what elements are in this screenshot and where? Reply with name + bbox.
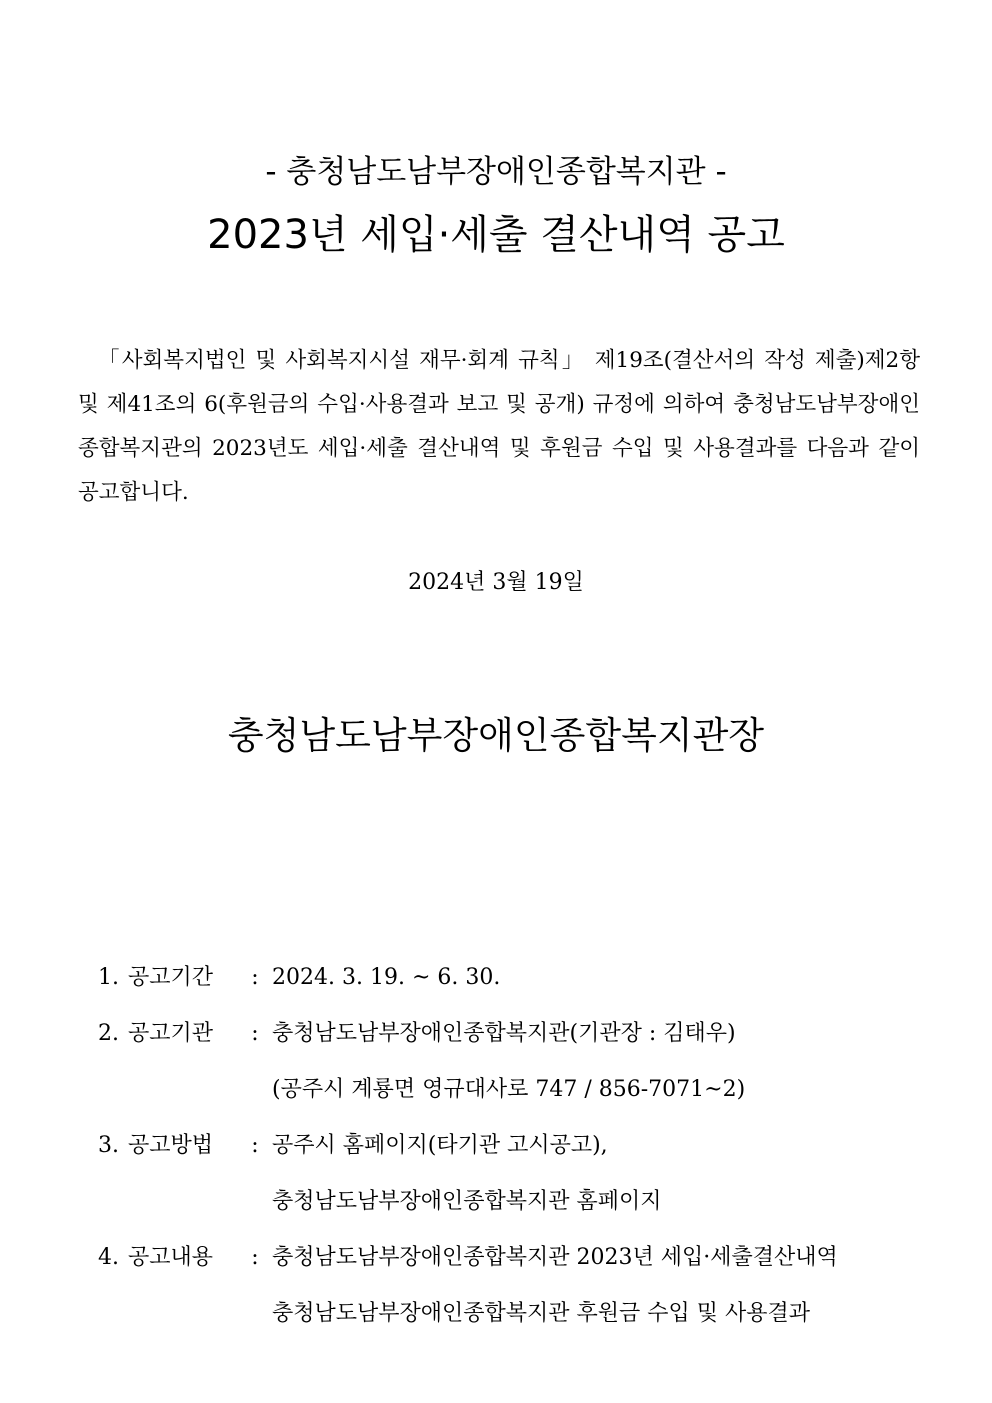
- item-label: 공고내용: [128, 1245, 214, 1270]
- detail-agency-address: [98, 1062, 958, 1118]
- detail-method: [98, 1118, 958, 1174]
- page-title: 2023년 세입·세출 결산내역 공고: [207, 212, 785, 258]
- item-colon: :: [251, 1245, 259, 1270]
- item-colon: :: [251, 965, 259, 990]
- signature-line: 충청남도남부장애인종합복지관장: [227, 714, 765, 757]
- item-number: 1.: [98, 965, 119, 990]
- item-label: 공고기간: [128, 965, 214, 990]
- item-number: 2.: [98, 1021, 119, 1046]
- item-value: 공주시 홈페이지(타기관 고시공고),: [272, 1133, 608, 1158]
- item-value-continued: 충청남도남부장애인종합복지관 후원금 수입 및 사용결과: [272, 1301, 811, 1326]
- item-number: 3.: [98, 1133, 119, 1158]
- item-value-continued: 충청남도남부장애인종합복지관 홈페이지: [272, 1189, 662, 1214]
- item-value: 2024. 3. 19. ~ 6. 30.: [272, 965, 501, 990]
- detail-period: [98, 950, 958, 1006]
- item-colon: :: [251, 1133, 259, 1158]
- item-value: 충청남도남부장애인종합복지관 2023년 세입·세출결산내역: [272, 1245, 838, 1270]
- item-label: 공고방법: [128, 1133, 214, 1158]
- item-colon: :: [251, 1021, 259, 1046]
- organization-heading: - 충청남도남부장애인종합복지관 -: [265, 154, 727, 190]
- item-value: 충청남도남부장애인종합복지관(기관장 : 김태우): [272, 1021, 736, 1046]
- detail-method-continued: [98, 1174, 958, 1230]
- notice-details-list: [98, 950, 958, 1342]
- item-number: 4.: [98, 1245, 119, 1270]
- detail-content: [98, 1230, 958, 1286]
- detail-agency: [98, 1006, 958, 1062]
- item-label: 공고기관: [128, 1021, 214, 1046]
- notice-date: 2024년 3월 19일: [408, 570, 584, 595]
- item-value-continued: (공주시 계룡면 영규대사로 747 / 856-7071~2): [272, 1077, 746, 1102]
- notice-paragraph: 「사회복지법인 및 사회복지시설 재무·회계 규칙」 제19조(결산서의 작성 제출)제2항 및 제41조의 6(후원금의 수입·사용결과 보고 및 공개) 규정에 의하여 충청남도남부장애인종합복지관의 2023년도 세입·세출 결산내역 및 후원금 수입 및 사용결과를 다음과 같이 공고합니다.: [78, 348, 920, 505]
- detail-content-continued: [98, 1286, 958, 1342]
